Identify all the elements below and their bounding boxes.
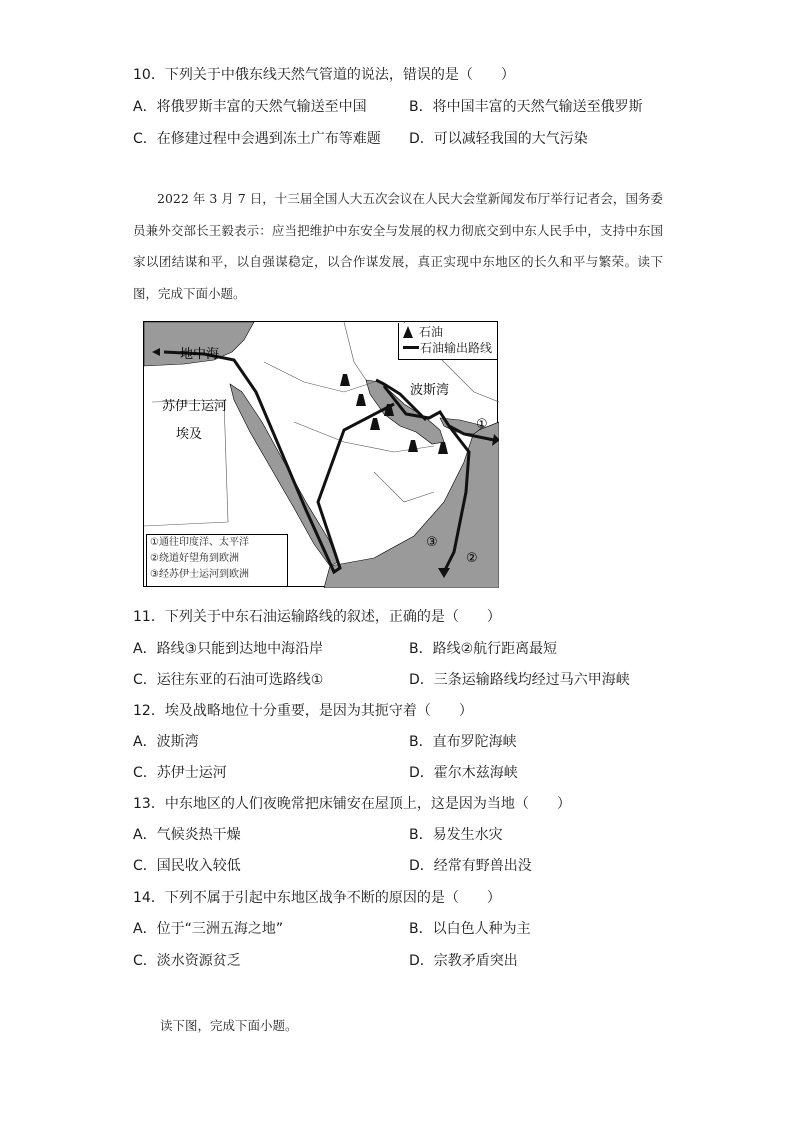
label-mediterranean: 地中海 [180, 347, 220, 362]
map-legend [398, 323, 497, 360]
question-13-stem: 13．中东地区的人们夜晚常把床铺安在屋顶上，这是因为当地（ ） [133, 796, 571, 812]
q10-option-a: A．将俄罗斯丰富的天然气输送至中国 [133, 99, 367, 115]
label-egypt: 埃及 [176, 427, 203, 442]
legend-route-label: 石油输出路线 [420, 341, 493, 355]
passage [133, 183, 663, 309]
label-persian-gulf: 波斯湾 [410, 383, 450, 398]
q13-option-b: B．易发生水灾 [409, 827, 503, 843]
q11-option-b: B．路线②航行距离最短 [409, 641, 558, 657]
q13-option-a: A．气候炎热干燥 [133, 827, 241, 843]
route-arrow-icon [403, 346, 419, 349]
route-note-3: ③经苏伊士运河到欧洲 [150, 569, 249, 580]
legend-route-row [403, 341, 492, 355]
legend-oil-row [403, 325, 443, 339]
route-notes [146, 534, 288, 587]
label-route-2: ② [466, 551, 478, 566]
q10-option-c: C．在修建过程中会遇到冻土广布等难题 [133, 131, 381, 147]
q12-option-b: B．直布罗陀海峡 [409, 734, 517, 750]
q11-option-d: D．三条运输路线均经过马六甲海峡 [409, 672, 630, 688]
final-instruction: 读下图，完成下面小题。 [160, 1018, 298, 1033]
question-10-stem: 10．下列关于中俄东线天然气管道的说法，错误的是（ ） [133, 67, 515, 83]
question-14-stem: 14．下列不属于引起中东地区战争不断的原因的是（ ） [133, 890, 501, 906]
q14-option-d: D．宗教矛盾突出 [409, 953, 518, 969]
route-note-2: ②绕道好望角到欧洲 [150, 553, 239, 564]
label-route-1: ① [476, 417, 488, 432]
legend-oil-label: 石油 [419, 325, 444, 339]
middle-east-oil-map [143, 321, 498, 587]
q12-option-c: C．苏伊士运河 [133, 765, 227, 781]
q10-option-b: B．将中国丰富的天然气输送至俄罗斯 [409, 99, 643, 115]
q14-option-c: C．淡水资源贫乏 [133, 953, 241, 969]
q11-option-a: A．路线③只能到达地中海沿岸 [133, 641, 324, 657]
q13-option-c: C．国民收入较低 [133, 858, 241, 874]
q14-option-b: B．以白色人种为主 [409, 921, 531, 937]
q12-option-d: D．霍尔木兹海峡 [409, 765, 518, 781]
q13-option-d: D．经常有野兽出没 [409, 858, 532, 874]
q14-option-a: A．位于“三洲五海之地” [133, 921, 284, 937]
q11-option-c: C．运往东亚的石油可选路线① [133, 672, 324, 688]
question-12-stem: 12．埃及战略地位十分重要，是因为其扼守着（ ） [133, 703, 473, 719]
route-note-1: ①通往印度洋、太平洋 [150, 537, 249, 548]
q12-option-a: A．波斯湾 [133, 734, 199, 750]
oil-icon [403, 326, 413, 338]
q10-option-d: D．可以减轻我国的大气污染 [409, 131, 588, 147]
label-route-3: ③ [426, 535, 438, 550]
label-suez-canal: 苏伊士运河 [162, 399, 228, 414]
passage-text: 2022 年 3 月 7 日，十三届全国人大五次会议在人民大会堂新闻发布厅举行记者会，国务委员兼外交部长王毅表示：应当把维护中东安全与发展的权力彻底交到中东人民手中，支持中东国家以团结谋和平，以自强谋稳定，以合作谋发展，真正实现中东地区的长久和平与繁荣。读下图，完成下面小题。 [133, 191, 663, 301]
question-11-stem: 11．下列关于中东石油运输路线的叙述，正确的是（ ） [133, 609, 501, 625]
